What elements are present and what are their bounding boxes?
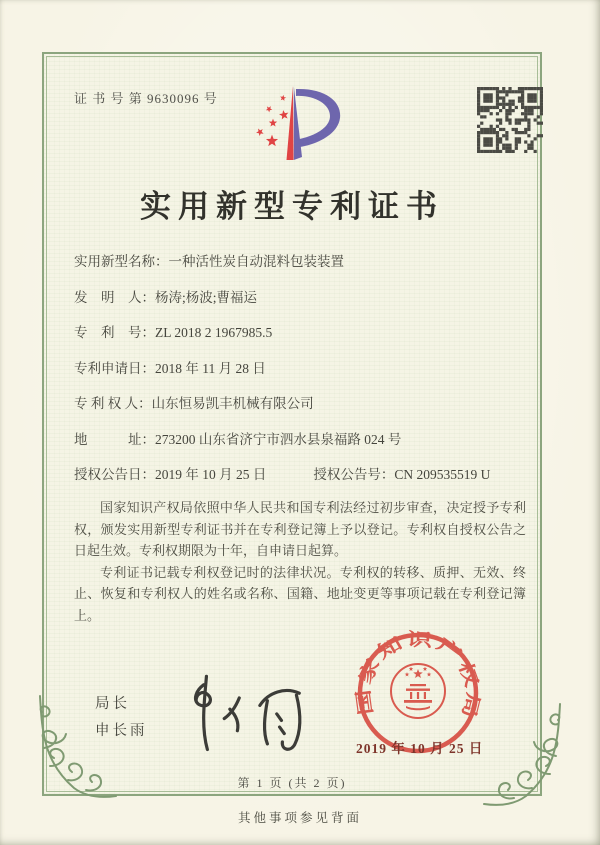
- director-signature-icon: [168, 668, 318, 756]
- director-title: 局长: [95, 696, 130, 712]
- legal-paragraph-2: 专利证书记载专利权登记时的法律状况。专利权的转移、质押、无效、终止、恢复和专利权人的姓名或名称、国籍、地址变更等事项记载在专利登记簿上。: [74, 564, 526, 623]
- seal-emblem-gate: [404, 684, 432, 710]
- certificate-number: 证 书 号 第 9630096 号: [74, 91, 218, 106]
- field-grant-announcement: [74, 464, 530, 486]
- logo-p-bowl: [296, 89, 340, 147]
- grant-number-pair: 授权公告号：CN 209535519 U: [313, 467, 491, 482]
- certificate-title: 实用新型专利证书: [140, 189, 444, 224]
- back-side-note: 其他事项参见背面: [237, 811, 362, 825]
- field-inventors: 发 明 人：杨涛;杨波;曹福运: [74, 289, 258, 305]
- legal-text: [74, 497, 526, 626]
- cnipa-patent-logo-icon: [256, 82, 348, 168]
- field-utility-model-name: 实用新型名称：一种活性炭自动混料包装装置: [74, 254, 344, 269]
- corner-flourish-icon: [34, 692, 118, 800]
- field-patentee: 专 利 权 人：山东恒易凯丰机械有限公司: [74, 396, 314, 411]
- field-application-date: 专利申请日：2018 年 11 月 28 日: [74, 360, 266, 376]
- legal-paragraph-1: 国家知识产权局依照中华人民共和国专利法经过初步审查，决定授予专利权，颁发实用新型专利证书并在专利登记簿上予以登记。专利权自授权公告之日起生效。专利权期限为十年，自申请日起算。: [74, 500, 526, 558]
- qr-code: [477, 87, 543, 153]
- logo-needle-right: [294, 86, 302, 160]
- director-name: 申长雨: [95, 723, 148, 739]
- logo-needle-left: [287, 86, 294, 160]
- field-patent-number: 专 利 号：ZL 2018 2 1967985.5: [74, 325, 273, 340]
- seal-arc-text: 国家知识产权局: [353, 629, 484, 717]
- page-number: 第 1 页 (共 2 页): [237, 776, 347, 790]
- seal-date: 2019 年 10 月 25 日: [356, 741, 484, 756]
- grant-date-pair: 授权公告日：2019 年 10 月 25 日: [74, 467, 267, 482]
- field-address: 地 址：273200 山东省济宁市泗水县泉福路 024 号: [74, 431, 402, 447]
- field-list: [74, 251, 530, 500]
